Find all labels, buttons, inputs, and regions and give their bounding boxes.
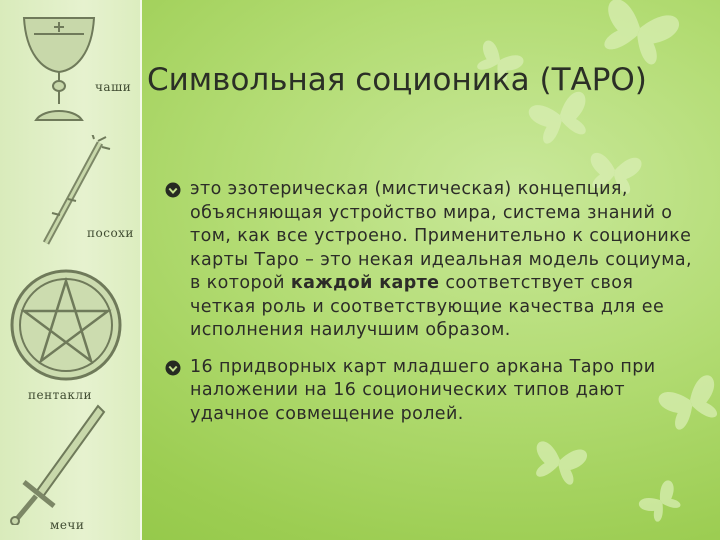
- down-arrow-circle-icon: [165, 360, 181, 376]
- sidebar-divider: [140, 0, 142, 540]
- bullet-item: [165, 178, 700, 343]
- down-arrow-circle-icon: [165, 182, 181, 198]
- bullet-list: [165, 178, 700, 426]
- chalice-icon: [14, 8, 104, 133]
- bullet-text: 16 придворных карт младшего аркана Таро при наложении на 16 соционических типов дают удачное совмещение ролей.: [190, 356, 656, 424]
- suit-label: мечи: [50, 518, 85, 532]
- butterfly-icon: [527, 90, 594, 146]
- suit-label: посохи: [87, 226, 134, 240]
- butterfly-icon: [636, 479, 686, 526]
- bullet-item: [165, 356, 700, 427]
- sword-icon: [6, 400, 106, 525]
- butterfly-icon: [529, 438, 588, 487]
- suit-sidebar: [0, 0, 140, 540]
- slide-title: Символьная соционика (ТАРО): [147, 62, 647, 98]
- bullet-text: это эзотерическая (мистическая) концепция, объясняющая устройство мира, система знаний о том, как все устроено. Применительно к соционике карты Таро – это некая идеальная модель социума, в которой: [190, 179, 692, 293]
- bullet-emphasis: каждой карте: [290, 273, 440, 293]
- suit-label: чаши: [95, 80, 132, 94]
- butterfly-icon: [595, 0, 682, 69]
- pentacle-icon: [8, 265, 133, 390]
- suit-label: пентакли: [28, 388, 93, 402]
- bullet-text: соответствует своя четкая роль и соответствующие качества для ее исполнения наилучшим образом.: [190, 273, 665, 340]
